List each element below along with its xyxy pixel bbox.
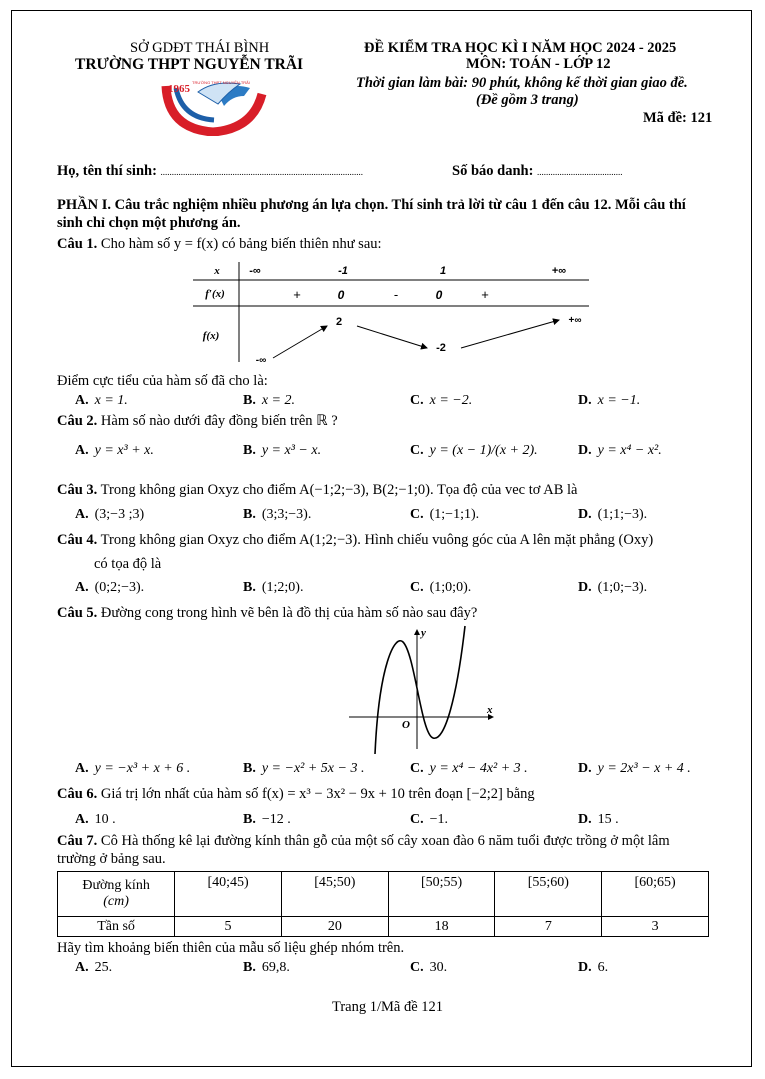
q1-option-d[interactable]: D. x = −1. <box>578 393 641 408</box>
student-id-dots: ...................................... <box>537 167 623 177</box>
vt-f-val: -∞ <box>255 355 267 366</box>
exam-pages: (Đề gồm 3 trang) <box>476 92 579 108</box>
q2-option-a[interactable]: A. y = x³ + x. <box>75 443 154 458</box>
vt-f-label: f(x) <box>202 330 220 342</box>
vt-f-val: 2 <box>335 316 343 328</box>
exam-title: ĐỀ KIỂM TRA HỌC KÌ I NĂM HỌC 2024 - 2025 <box>364 40 677 56</box>
variation-table <box>193 262 593 367</box>
question-4-cont: có tọa độ là <box>94 556 162 572</box>
table-row <box>58 872 709 917</box>
table-row <box>58 917 709 937</box>
question-6: Câu 6. Giá trị lớn nhất của hàm số f(x) = x³ − 3x² − 9x + 10 trên đoạn [−2;2] bằng <box>57 786 535 802</box>
student-id-row <box>452 163 623 180</box>
table-head-cell: Đường kính (cm) <box>58 872 175 917</box>
axis-x-label: x <box>487 704 493 716</box>
q3-option-c[interactable]: C. (1;−1;1). <box>410 507 480 522</box>
question-7: Câu 7. Cô Hà thống kê lại đường kính thân gỗ của một số cây xoan đào 6 năm tuổi được trồng ở một lâm <box>57 833 670 849</box>
table-freq-label: Tần số <box>58 917 175 937</box>
logo-year: 1965 <box>168 83 190 95</box>
table-interval-cell: [55;60) <box>495 872 602 917</box>
q7-option-c[interactable]: C. 30. <box>410 960 448 975</box>
logo-caption: TRƯỜNG THPT NGUYỄN TRÃI <box>192 80 250 85</box>
vt-sign: 0 <box>337 288 345 302</box>
question-3: Câu 3. Trong không gian Oxyz cho điểm A(−1;2;−3), B(2;−1;0). Tọa độ của vec tơ AB là <box>57 482 578 498</box>
vt-x-val: +∞ <box>551 265 567 277</box>
cubic-graph <box>345 624 500 754</box>
table-interval-cell: [40;45) <box>175 872 282 917</box>
q4-option-c[interactable]: C. (1;0;0). <box>410 580 472 595</box>
vt-fp-label: f′(x) <box>205 288 225 300</box>
vt-f-val: +∞ <box>568 315 582 326</box>
student-name-dots: .......................................................................................... <box>160 167 364 177</box>
question-4: Câu 4. Trong không gian Oxyz cho điểm A(1;2;−3). Hình chiếu vuông góc của A lên mặt phẳng (Oxy) <box>57 532 654 548</box>
q6-option-b[interactable]: B. −12 . <box>243 812 291 827</box>
vt-f-val: -2 <box>436 342 446 354</box>
exam-time: Thời gian làm bài: 90 phút, không kể thời gian giao đề. <box>356 75 688 91</box>
question-2: Câu 2. Hàm số nào dưới đây đồng biến trên ℝ ? <box>57 413 338 429</box>
q4-option-b[interactable]: B. (1;2;0). <box>243 580 304 595</box>
question-7-cont: trường ở bảng sau. <box>57 851 166 867</box>
table-freq-cell: 20 <box>281 917 388 937</box>
q2-option-c[interactable]: C. y = (x − 1)/(x + 2). <box>410 443 538 458</box>
q6-option-d[interactable]: D. 15 . <box>578 812 619 827</box>
table-interval-cell: [50;55) <box>388 872 495 917</box>
question-1 <box>57 236 382 253</box>
table-interval-cell: [45;50) <box>281 872 388 917</box>
q5-option-a[interactable]: A. y = −x³ + x + 6 . <box>75 761 191 776</box>
q1-prompt: Điểm cực tiểu của hàm số đã cho là: <box>57 373 268 389</box>
q3-option-a[interactable]: A. (3;−3 ;3) <box>75 507 145 522</box>
q6-option-a[interactable]: A. 10 . <box>75 812 116 827</box>
exam-subject: MÔN: TOÁN - LỚP 12 <box>466 56 611 72</box>
page-footer: Trang 1/Mã đề 121 <box>332 999 444 1015</box>
student-id-label: Số báo danh: <box>452 163 534 179</box>
table-freq-cell: 5 <box>175 917 282 937</box>
student-name-label: Họ, tên thí sinh: <box>57 163 157 179</box>
q5-option-b[interactable]: B. y = −x² + 5x − 3 . <box>243 761 365 776</box>
table-freq-cell: 7 <box>495 917 602 937</box>
vt-x-val: 1 <box>439 265 447 277</box>
vt-sign: + <box>481 287 489 302</box>
school-name: TRƯỜNG THPT NGUYỄN TRÃI <box>75 56 304 73</box>
vt-x-val: -∞ <box>249 265 261 277</box>
q3-option-d[interactable]: D. (1;1;−3). <box>578 507 648 522</box>
axis-y-label: y <box>421 627 426 639</box>
q4-option-a[interactable]: A. (0;2;−3). <box>75 580 145 595</box>
q7-prompt: Hãy tìm khoảng biến thiên của mẫu số liệu ghép nhóm trên. <box>57 940 405 956</box>
q1-option-c[interactable]: C. x = −2. <box>410 393 473 408</box>
part1-instruction-line2: sinh chỉ chọn một phương án. <box>57 215 241 231</box>
frequency-table <box>57 871 709 937</box>
question-text: Cho hàm số y = f(x) có bảng biến thiên như sau: <box>100 236 382 252</box>
q5-option-d[interactable]: D. y = 2x³ − x + 4 . <box>578 761 691 776</box>
vt-x-val: -1 <box>338 265 348 277</box>
q3-option-b[interactable]: B. (3;3;−3). <box>243 507 312 522</box>
q4-option-d[interactable]: D. (1;0;−3). <box>578 580 648 595</box>
q1-option-a[interactable]: A. x = 1. <box>75 393 128 408</box>
q7-option-d[interactable]: D. 6. <box>578 960 609 975</box>
table-freq-cell: 18 <box>388 917 495 937</box>
q5-option-c[interactable]: C. y = x⁴ − 4x² + 3 . <box>410 761 528 776</box>
vt-sign: 0 <box>435 288 443 302</box>
q2-option-b[interactable]: B. y = x³ − x. <box>243 443 322 458</box>
department-name: SỞ GDĐT THÁI BÌNH <box>130 40 270 56</box>
question-5: Câu 5. Đường cong trong hình vẽ bên là đồ thị của hàm số nào sau đây? <box>57 605 478 621</box>
q7-option-a[interactable]: A. 25. <box>75 960 113 975</box>
q2-option-d[interactable]: D. y = x⁴ − x². <box>578 443 662 458</box>
exam-code: Mã đề: 121 <box>643 110 713 126</box>
part1-instruction-line1: PHẦN I. Câu trắc nghiệm nhiều phương án lựa chọn. Thí sinh trả lời từ câu 1 đến câu 12. Mỗi câu thí <box>57 197 686 213</box>
vt-sign: - <box>393 287 399 302</box>
q6-option-c[interactable]: C. −1. <box>410 812 449 827</box>
vt-sign: + <box>293 287 301 302</box>
question-label: Câu 1. <box>57 236 98 252</box>
origin-label: O <box>402 719 410 731</box>
q1-option-b[interactable]: B. x = 2. <box>243 393 296 408</box>
table-freq-cell: 3 <box>602 917 709 937</box>
q7-option-b[interactable]: B. 69,8. <box>243 960 290 975</box>
student-name-row <box>57 163 363 180</box>
vt-x-label: x <box>214 265 220 277</box>
school-logo <box>158 74 270 136</box>
table-interval-cell: [60;65) <box>602 872 709 917</box>
